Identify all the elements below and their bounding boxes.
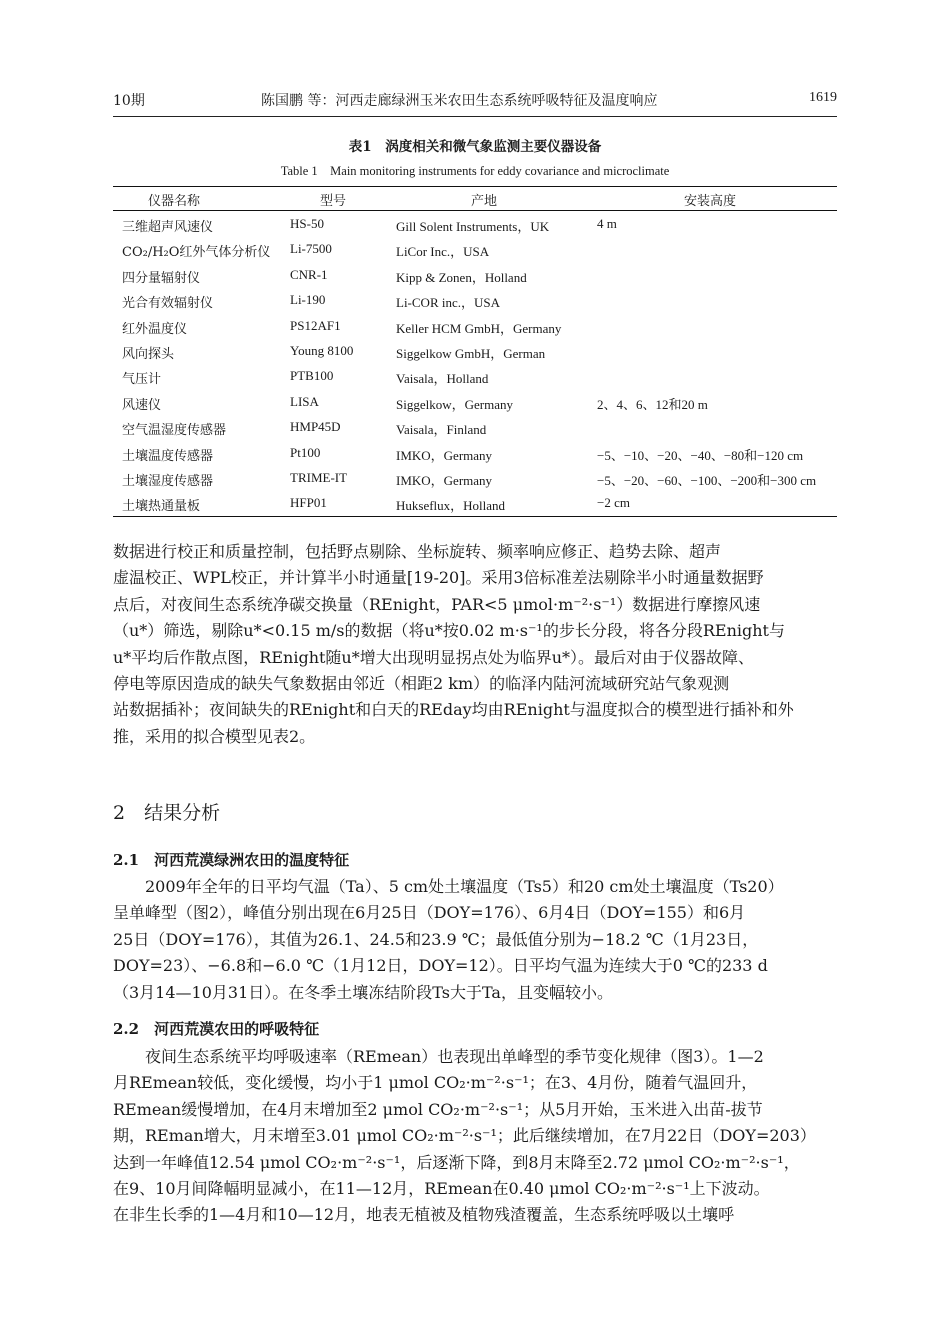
section-heading: 2 结果分析 — [113, 802, 221, 824]
table-cell: Li-190 — [290, 292, 326, 308]
table-row — [113, 416, 837, 441]
table-cell: 气压计 — [122, 372, 162, 388]
table-cell: 四分量辐射仪 — [122, 270, 201, 286]
table-cell: Kipp & Zonen，Holland — [396, 269, 527, 285]
table-cell: PS12AF1 — [290, 317, 341, 333]
table-cell: IMKO，Germany — [396, 472, 493, 488]
table-cell: Vaisala，Finland — [396, 422, 487, 438]
table-body — [113, 213, 837, 518]
text-line: DOY=23）、−6.8和−6.0 ℃（1月12日，DOY=12）。日平均气温为连续大于0 ℃的233 d — [113, 956, 768, 976]
table-row — [113, 492, 837, 517]
table-cell: PTB100 — [290, 368, 334, 384]
subsection-heading: 2.2 河西荒漠农田的呼吸特征 — [113, 1020, 320, 1038]
paragraph-methods — [113, 539, 837, 750]
table-cell: Gill Solent Instruments，UK — [396, 219, 550, 234]
table-cell: LiCor Inc.，USA — [396, 244, 490, 260]
table-row — [113, 213, 837, 238]
table-cell: −5、−10、−20、−40、−80和−120 cm — [597, 447, 804, 463]
text-line: （u*）筛选，剔除u*<0.15 m/s的数据（将u*按0.02 m·s⁻¹的步长分段，将各分段REnight与 — [113, 621, 785, 641]
table-cell: CNR-1 — [290, 266, 328, 282]
paragraph-respiration — [113, 1044, 837, 1229]
table-cell: LISA — [290, 393, 319, 409]
table-cell: 土壤热通量板 — [122, 499, 201, 515]
table-cell: 光合有效辐射仪 — [122, 296, 214, 312]
table-header-row — [113, 190, 837, 210]
table-bottom-rule — [113, 516, 837, 517]
text-line: 虚温校正、WPL校正，并计算半小时通量[19-20]。采用3倍标准差法剔除半小时通量数据野 — [113, 568, 764, 588]
text-line: 夜间生态系统平均呼吸速率（REmean）也表现出单峰型的季节变化规律（图3）。1—2 — [113, 1047, 764, 1066]
table-row — [113, 391, 837, 416]
table-title-cn: 表1 涡度相关和微气象监测主要仪器设备 — [348, 139, 602, 155]
text-line: 在非生长季的1—4月和10—12月，地表无植被及植物残渣覆盖，生态系统呼吸以土壤呼 — [113, 1205, 735, 1225]
table-header-cell: 安装高度 — [684, 194, 737, 209]
table-cell: −5、−20、−60、−100、−200和−300 cm — [597, 472, 817, 488]
text-line: 月REmean较低，变化缓慢，均小于1 μmol CO₂·m⁻²·s⁻¹；在3、4月份，随着气温回升， — [113, 1073, 758, 1093]
text-line: （3月14—10月31日）。在冬季土壤冻结阶段Ts大于Ta，且变幅较小。 — [113, 982, 613, 1002]
table-cell: 4 m — [597, 216, 617, 231]
table-cell: 土壤温度传感器 — [122, 448, 214, 464]
table-header-cell: 产地 — [471, 194, 498, 209]
text-line: 呈单峰型（图2），峰值分别出现在6月25日（DOY=176）、6月4日（DOY=155）和6月 — [113, 903, 746, 923]
table-header-cell: 型号 — [320, 194, 347, 209]
table-cell: Vaisala，Holland — [396, 371, 489, 387]
text-line: 停电等原因造成的缺失气象数据由邻近（相距2 km）的临泽内陆河流域研究站气象观测 — [113, 673, 730, 693]
text-line: 达到一年峰值12.54 μmol CO₂·m⁻²·s⁻¹，后逐渐下降，到8月末降至2.72 μmol CO₂·m⁻²·s⁻¹， — [113, 1152, 800, 1172]
table-top-rule — [113, 186, 837, 187]
table-cell: 空气温湿度传感器 — [122, 423, 227, 439]
text-line: REmean缓慢增加，在4月末增加至2 μmol CO₂·m⁻²·s⁻¹；从5月开始，玉米进入出苗-拔节 — [113, 1099, 763, 1119]
text-line: 数据进行校正和质量控制，包括野点剔除、坐标旋转、频率响应修正、趋势去除、超声 — [113, 542, 722, 561]
table-header-rule — [113, 210, 837, 211]
table-cell: Siggelkow，Germany — [396, 396, 513, 412]
subsection-heading: 2.1 河西荒漠绿洲农田的温度特征 — [113, 851, 350, 869]
table-row — [113, 365, 837, 390]
table-cell: Li-7500 — [290, 241, 332, 257]
text-line: 推，采用的拟合模型见表2。 — [113, 726, 316, 746]
text-line: 站数据插补；夜间缺失的REnight和白天的REday均由REnight与温度拟合的模型进行插补和外 — [113, 700, 794, 720]
table-row — [113, 315, 837, 340]
text-line: 2009年全年的日平均气温（Ta）、5 cm处土壤温度（Ts5）和20 cm处土壤温度（Ts20） — [113, 877, 784, 896]
table-cell: Hukseflux，Holland — [396, 498, 506, 514]
table-row — [113, 442, 837, 467]
paragraph-temperature — [113, 874, 837, 1006]
table-title-en: Table 1 Main monitoring instruments for eddy covariance and microclimate — [280, 164, 670, 178]
table-row — [113, 289, 837, 314]
table-cell: TRIME-IT — [290, 469, 348, 485]
table-cell: IMKO，Germany — [396, 447, 493, 463]
table-row — [113, 264, 837, 289]
table-cell: 三维超声风速仪 — [122, 220, 214, 235]
table-cell: 土壤湿度传感器 — [122, 473, 214, 489]
table-cell: Li-COR inc.，USA — [396, 295, 501, 311]
text-line: u*平均后作散点图，REnight随u*增大出现明显拐点处为临界u*）。最后对由于仪器故障、 — [113, 647, 755, 667]
table-cell: Siggelkow GmbH，German — [396, 345, 546, 361]
text-line: 期，REman增大，月末增至3.01 μmol CO₂·m⁻²·s⁻¹；此后继续增加，在7月22日（DOY=203） — [113, 1126, 816, 1146]
table-cell: HS-50 — [290, 216, 324, 231]
running-title: 陈国鹏 等：河西走廊绿洲玉米农田生态系统呼吸特征及温度响应 — [261, 93, 658, 109]
table-row — [113, 340, 837, 365]
table-cell: Pt100 — [290, 444, 321, 460]
table-row — [113, 238, 837, 263]
table-cell: HMP45D — [290, 419, 341, 435]
issue-label: 10期 — [113, 93, 145, 109]
header-rule — [113, 116, 837, 117]
table-cell: CO₂/H₂O红外气体分析仪 — [122, 245, 271, 261]
table-cell: 2、4、6、12和20 m — [597, 396, 708, 412]
table-cell: 风向探头 — [122, 346, 175, 362]
text-line: 25日（DOY=176），其值为26.1、24.5和23.9 ℃；最低值分别为−18.2 ℃（1月23日， — [113, 929, 759, 949]
table-cell: −2 cm — [597, 495, 630, 511]
text-line: 在9、10月间降幅明显减小，在11—12月，REmean在0.40 μmol CO₂·m⁻²·s⁻¹上下波动。 — [113, 1178, 770, 1198]
running-head — [113, 90, 837, 112]
table-cell: 风速仪 — [122, 397, 162, 413]
table-cell: 红外温度仪 — [122, 321, 188, 337]
table-cell: Keller HCM GmbH，Germany — [396, 320, 562, 336]
table-cell: HFP01 — [290, 495, 327, 511]
text-line: 点后，对夜间生态系统净碳交换量（REnight，PAR<5 μmol·m⁻²·s⁻¹）数据进行摩擦风速 — [113, 594, 761, 614]
table-row — [113, 467, 837, 492]
page-number: 1619 — [809, 90, 837, 105]
table-cell: Young 8100 — [290, 342, 354, 358]
table-header-cell: 仪器名称 — [148, 194, 201, 209]
